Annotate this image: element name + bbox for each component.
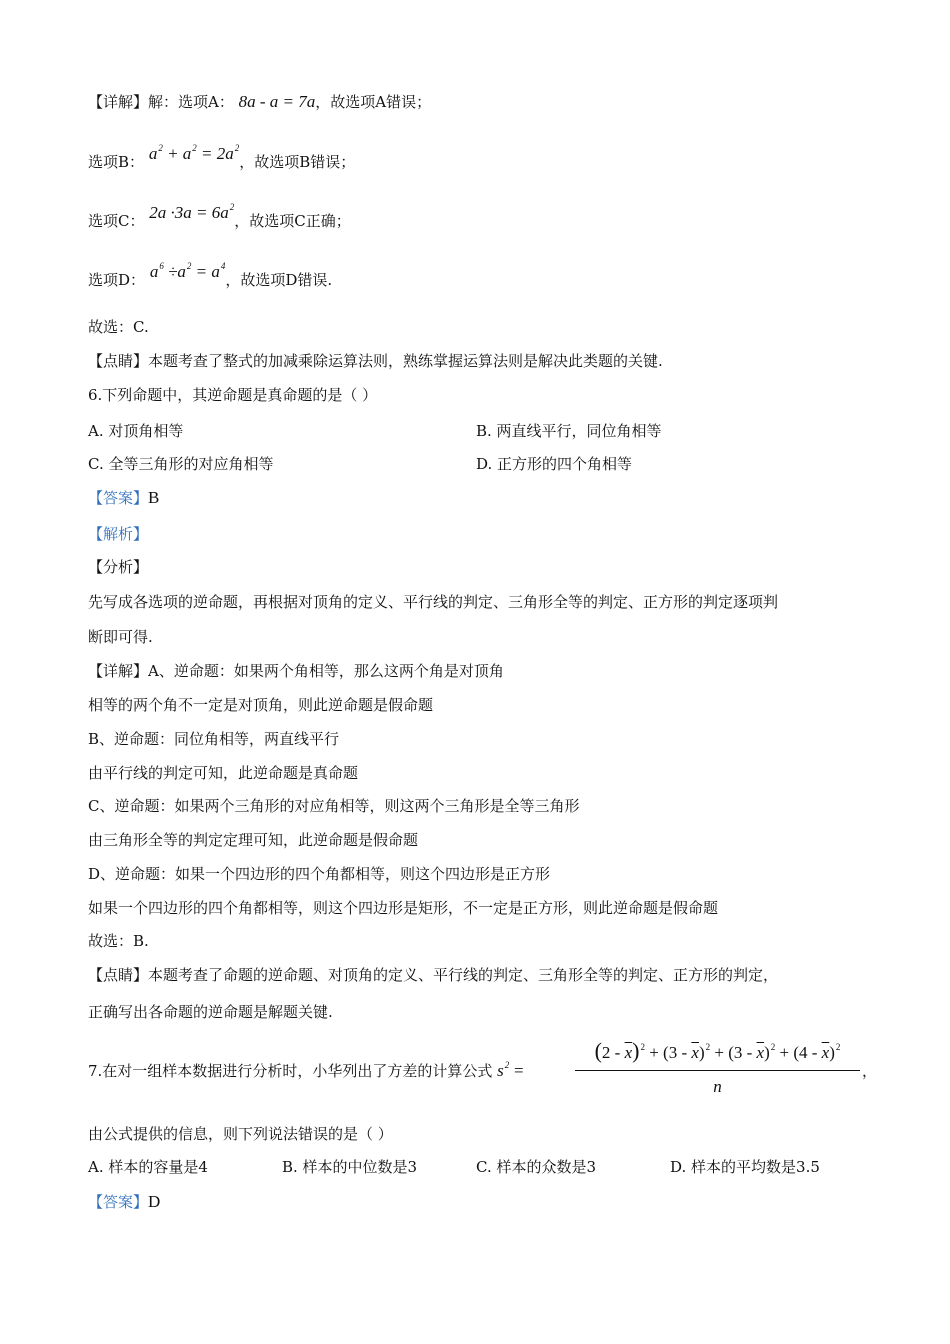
q6-detail-line-6: D、逆命题：如果一个四边形的四个角都相等，则这个四边形是正方形 <box>88 865 551 883</box>
option-b-expression: $a^2 + a^2 = 2a^2$ <box>148 143 240 163</box>
answer-value: B <box>148 488 160 507</box>
q6-detail-line-5: 由三角形全等的判定定理可知，此逆命题是假命题 <box>88 831 419 849</box>
q6-option-c: C. 全等三角形的对应角相等 <box>88 455 274 473</box>
formula-equals: = <box>514 1061 524 1080</box>
q5-detail-line-d <box>88 261 333 292</box>
detail-label: 【详解】 <box>88 93 149 111</box>
detail-intro: 解：选项A： <box>148 93 234 111</box>
q6-detail-line-3: 由平行线的判定可知，此逆命题是真命题 <box>88 764 359 782</box>
answer-label: 【答案】 <box>88 489 149 507</box>
detail-text: A、逆命题：如果两个角相等，那么这两个角是对顶角 <box>148 662 504 680</box>
formula-numerator: $(2 - \overline{x})^2 + (3 - \overline{x})^2 + (3 - \overline{x})^2 + (4 - \overline{x})^2$ <box>594 1038 841 1063</box>
option-d-text: ，故选项D错误. <box>225 271 333 289</box>
formula-comma: ， <box>862 1062 878 1080</box>
q7-option-a: A. 样本的容量是4 <box>88 1158 208 1176</box>
answer-label: 【答案】 <box>88 1193 149 1211</box>
q5-choose: 故选：C. <box>88 318 149 336</box>
q6-option-a: A. 对顶角相等 <box>88 422 184 440</box>
comment-text: 本题考查了命题的逆命题、对顶角的定义、平行线的判定、三角形全等的判定、正方形的判定， <box>148 966 779 984</box>
option-c-prefix: 选项C： <box>88 212 145 230</box>
q7-option-c: C. 样本的众数是3 <box>476 1158 597 1176</box>
option-c-text: ，故选项C正确； <box>234 212 351 230</box>
q6-choose: 故选：B. <box>88 932 149 950</box>
q5-comment <box>88 351 663 371</box>
variance-formula <box>575 1038 860 1097</box>
answer-value: D <box>148 1192 161 1211</box>
option-a-expression: 8a - a = 7a <box>238 92 316 111</box>
option-d-prefix: 选项D： <box>88 271 146 289</box>
q6-fenxi-line2: 断即可得. <box>88 628 153 646</box>
q7-stem <box>88 1061 524 1083</box>
q5-detail-line-c <box>88 202 351 233</box>
option-d-expression: $a^6 \div a^2 = a^4$ <box>149 261 226 281</box>
q7-option-b: B. 样本的中位数是3 <box>282 1158 418 1176</box>
q6-option-b: B. 两直线平行，同位角相等 <box>476 422 662 440</box>
q7-stem-text: 7.在对一组样本数据进行分析时，小华列出了方差的计算公式 <box>88 1062 493 1080</box>
q7-answer <box>88 1192 160 1212</box>
option-b-prefix: 选项B： <box>88 153 145 171</box>
option-b-text: ，故选项B错误； <box>239 153 356 171</box>
q6-detail-line-1: 相等的两个角不一定是对顶角，则此逆命题是假命题 <box>88 696 434 714</box>
q6-fenxi-line1: 先写成各选项的逆命题，再根据对顶角的定义、平行线的判定、三角形全等的判定、正方形的判定逐项判 <box>88 593 779 611</box>
fraction-bar <box>575 1070 860 1071</box>
q6-fenxi-label: 【分析】 <box>88 558 149 576</box>
q6-comment-line2: 正确写出各命题的逆命题是解题关键. <box>88 1003 333 1021</box>
q6-detail-line-4: C、逆命题：如果两个三角形的对应角相等，则这两个三角形是全等三角形 <box>88 797 580 815</box>
q6-option-d: D. 正方形的四个角相等 <box>476 455 633 473</box>
option-a-text: ，故选项A错误； <box>315 93 432 111</box>
comment-label: 【点睛】 <box>88 352 149 370</box>
q6-detail-line-7: 如果一个四边形的四个角都相等，则这个四边形是矩形，不一定是正方形，则此逆命题是假命题 <box>88 899 719 917</box>
q6-comment-line1 <box>88 965 778 985</box>
comment-label: 【点睛】 <box>88 966 149 984</box>
q6-analysis-label: 【解析】 <box>88 525 149 543</box>
option-c-expression: $2a \cdot 3a = 6a^2$ <box>149 202 235 222</box>
q5-detail-line-b <box>88 143 356 174</box>
q5-detail-line-a <box>88 92 431 112</box>
detail-label: 【详解】 <box>88 662 149 680</box>
q6-detail-line-2: B、逆命题：同位角相等，两直线平行 <box>88 730 340 748</box>
q7-line2: 由公式提供的信息，则下列说法错误的是（ ） <box>88 1125 393 1143</box>
q6-detail-line-0 <box>88 661 504 681</box>
q6-answer <box>88 488 159 508</box>
formula-lhs: $s^2$ <box>497 1060 510 1080</box>
formula-denominator: n <box>713 1077 722 1096</box>
q6-stem: 6.下列命题中，其逆命题是真命题的是（ ） <box>88 386 378 404</box>
q7-option-d: D. 样本的平均数是3.5 <box>670 1158 820 1176</box>
comment-text: 本题考查了整式的加减乘除运算法则，熟练掌握运算法则是解决此类题的关键. <box>148 352 663 370</box>
